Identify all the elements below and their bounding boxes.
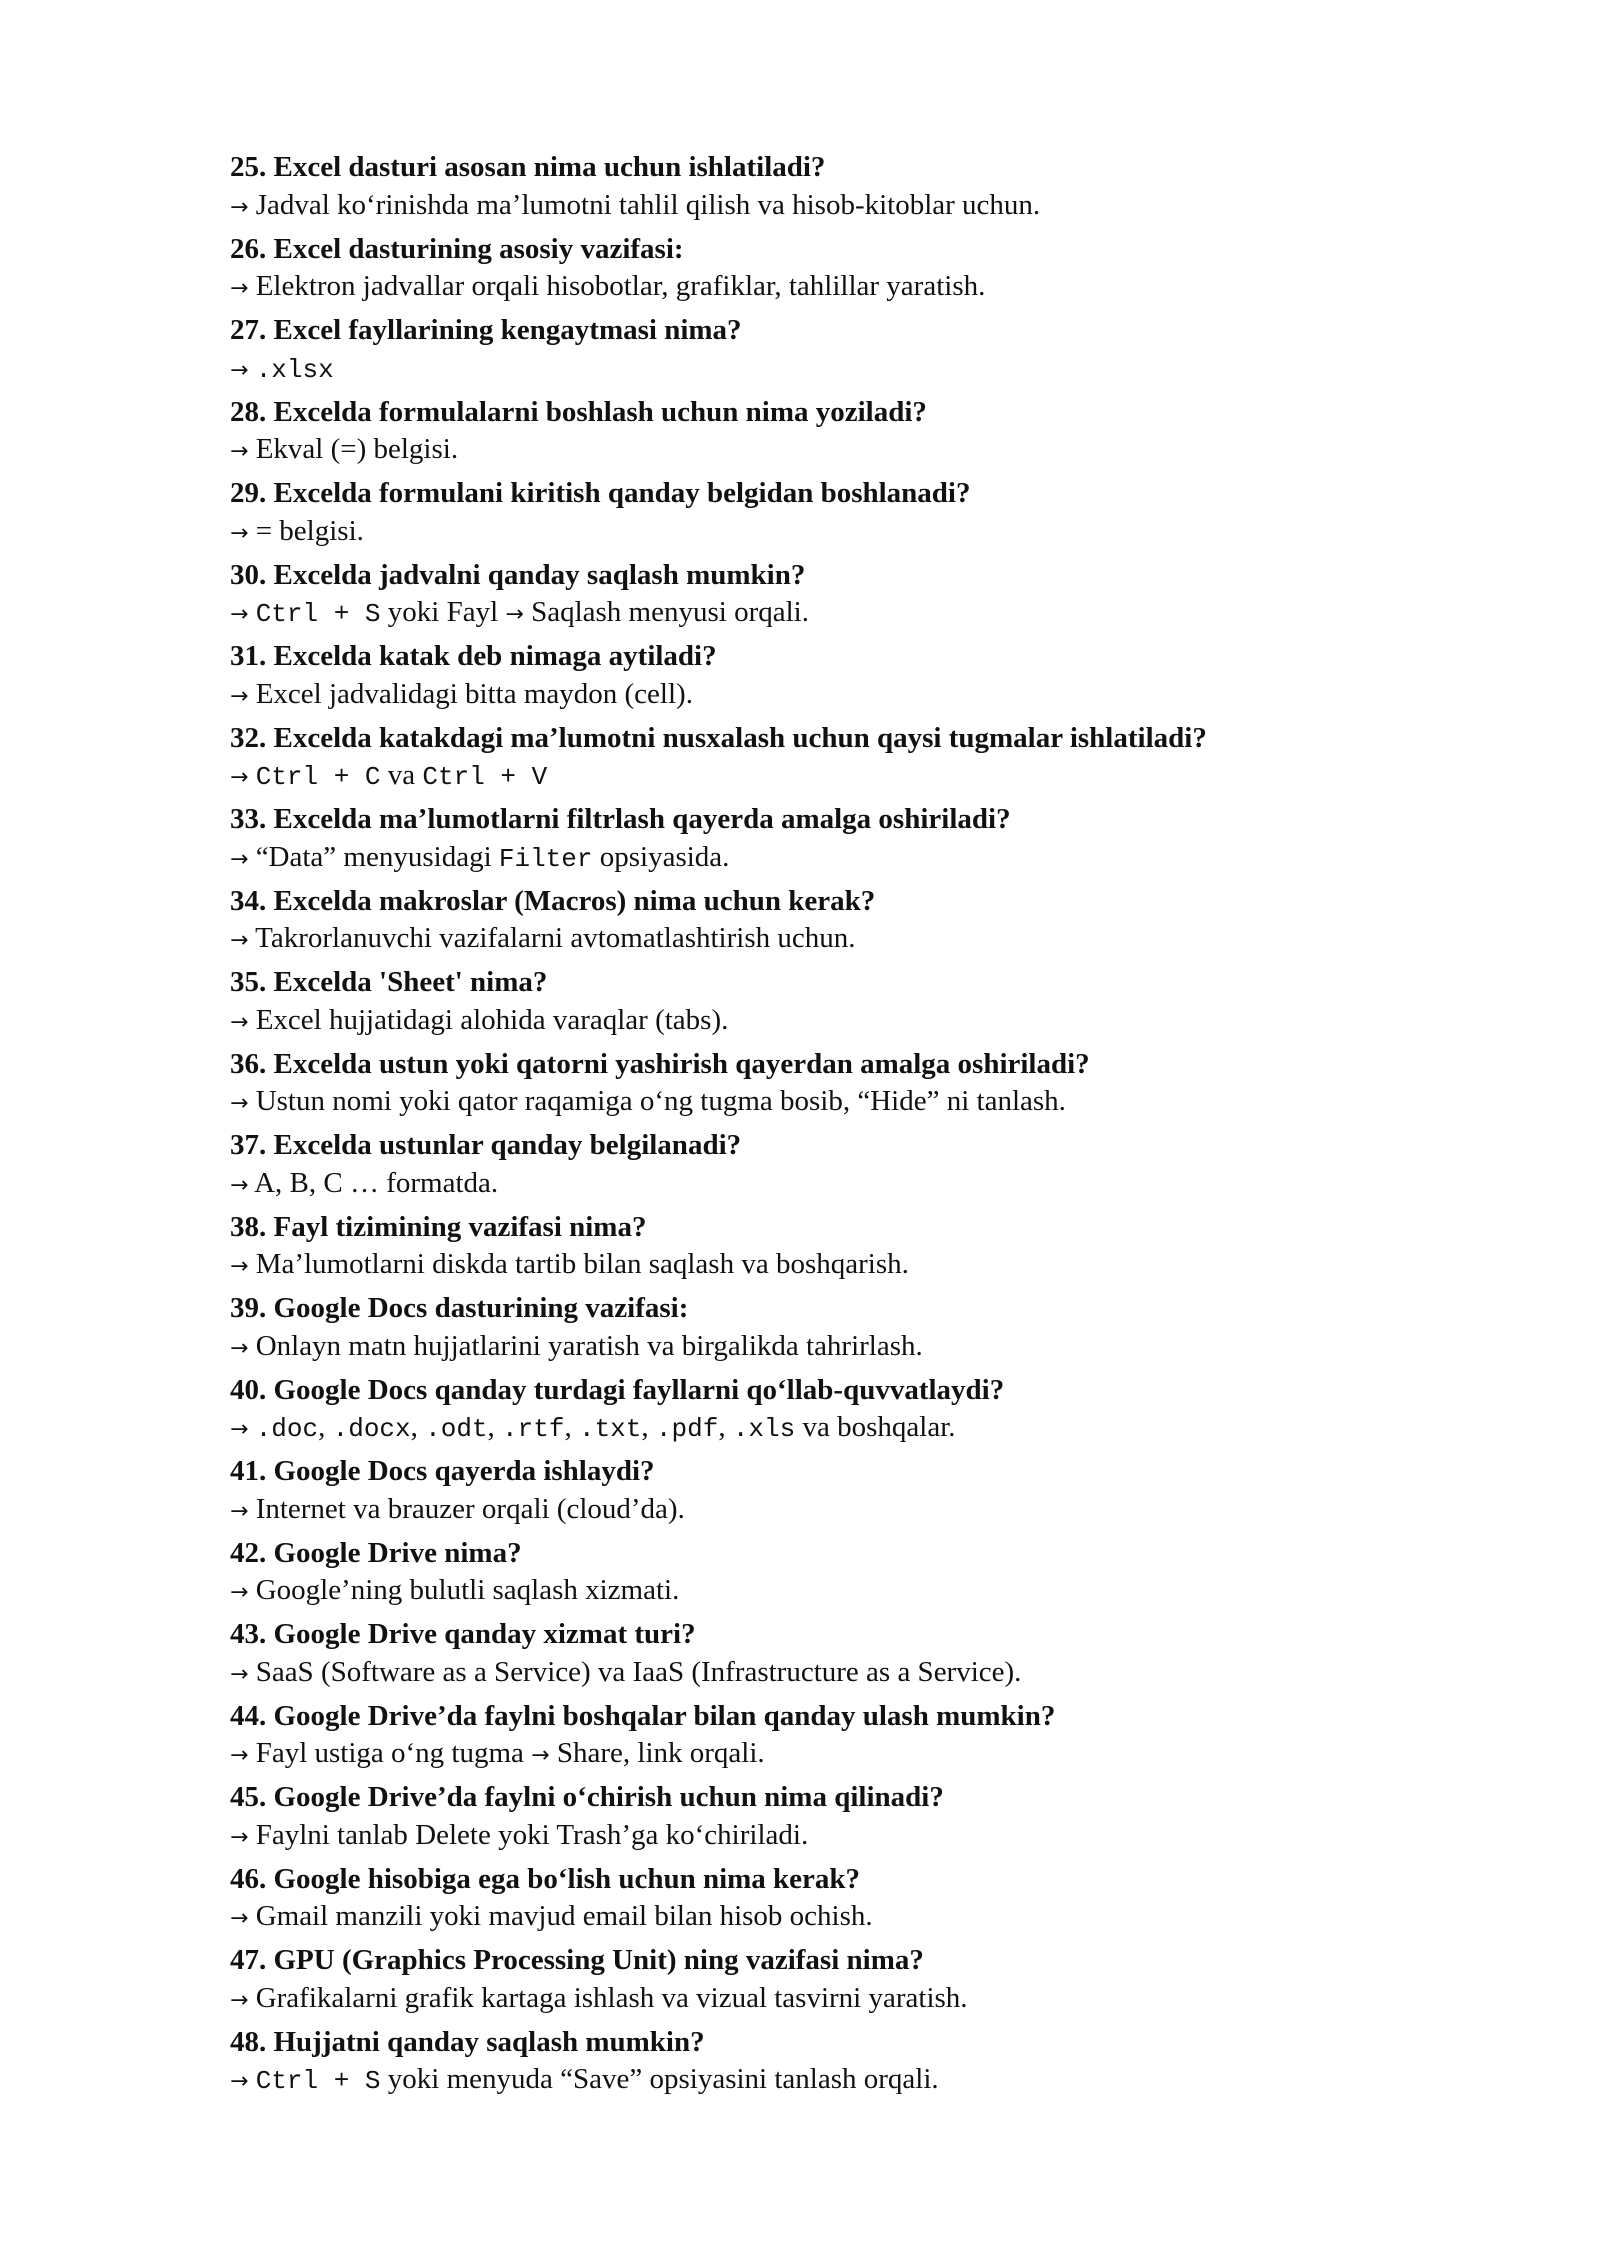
answer-segment: Ekval (=) belgisi.: [248, 433, 459, 465]
answer-text: [230, 2061, 1480, 2101]
arrow-icon: →: [505, 602, 524, 627]
qa-item: [230, 638, 1480, 720]
question-text: 47. GPU (Graphics Processing Unit) ning vazifasi nima?: [230, 1944, 924, 1976]
answer-segment: “Data” menyusidagi: [248, 840, 499, 873]
arrow-icon: →: [230, 276, 249, 301]
answer-segment: Google’ning bulutli saqlash xizmati.: [248, 1574, 680, 1606]
answer-text: [230, 1654, 1480, 1694]
answer-text: [230, 839, 1480, 879]
arrow-icon: →: [230, 602, 249, 627]
answer-segment: Elektron jadvallar orqali hisobotlar, grafiklar, tahlillar yaratish.: [248, 270, 986, 302]
code-snippet: .xls: [732, 1414, 796, 1444]
answer-segment: ,: [487, 1411, 503, 1443]
qa-item: [230, 312, 1480, 394]
qa-item: [230, 231, 1480, 313]
answer-segment: [248, 596, 255, 628]
question-text: 37. Excelda ustunlar qanday belgilanadi?: [230, 1129, 742, 1161]
answer-text: [230, 431, 1480, 471]
arrow-icon: →: [230, 1661, 249, 1687]
arrow-icon: →: [230, 1824, 249, 1850]
qa-item: [230, 1453, 1480, 1535]
answer-text: [230, 1980, 1480, 2020]
code-snippet: Filter: [498, 843, 593, 874]
qa-item: [230, 1698, 1480, 1780]
qa-item: [230, 394, 1480, 476]
qa-item: [230, 1127, 1480, 1209]
answer-segment: Excel jadvalidagi bitta maydon (cell).: [248, 677, 693, 710]
qa-item: [230, 149, 1480, 231]
answer-text: [230, 594, 1480, 634]
question-text: 25. Excel dasturi asosan nima uchun ishlatiladi?: [230, 151, 826, 183]
qa-item: [230, 720, 1480, 802]
question-text: 44. Google Drive’da faylni boshqalar bilan qanday ulash mumkin?: [230, 1699, 1056, 1732]
qa-item: [230, 2024, 1480, 2106]
answer-segment: opsiyasida.: [592, 840, 730, 873]
answer-segment: [248, 1411, 255, 1443]
question-text: 40. Google Docs qanday turdagi fayllarni qo‘llab-quvvatlaydi?: [230, 1373, 1005, 1406]
qa-item: [230, 1779, 1480, 1861]
qa-list: [230, 149, 1480, 2105]
question-text: 38. Fayl tizimining vazifasi nima?: [230, 1210, 647, 1243]
question-text: 32. Excelda katakdagi ma’lumotni nusxalash uchun qaysi tugmalar ishlatiladi?: [230, 721, 1207, 754]
arrow-icon: →: [230, 1417, 249, 1442]
arrow-icon: →: [230, 1498, 249, 1524]
qa-item: [230, 1942, 1480, 2024]
answer-segment: A, B, C … formatda.: [248, 1166, 499, 1199]
answer-text: [230, 676, 1480, 716]
answer-text: [230, 268, 1480, 308]
question-text: 26. Excel dasturining asosiy vazifasi:: [230, 232, 684, 265]
qa-item: [230, 475, 1480, 557]
answer-segment: Ma’lumotlarni diskda tartib bilan saqlash va boshqarish.: [248, 1248, 909, 1280]
arrow-icon: →: [230, 2069, 249, 2094]
code-snippet: .odt: [425, 1414, 488, 1444]
question-text: 30. Excelda jadvalni qanday saqlash mumkin?: [230, 558, 806, 591]
answer-segment: Takrorlanuvchi vazifalarni avtomatlashtirish uchun.: [248, 922, 856, 954]
answer-segment: = belgisi.: [248, 514, 364, 547]
arrow-icon: →: [230, 1580, 249, 1605]
code-snippet: .docx: [332, 1414, 411, 1444]
answer-segment: ,: [718, 1411, 733, 1443]
arrow-icon: →: [230, 194, 249, 220]
code-snippet: .rtf: [502, 1414, 565, 1444]
answer-segment: va: [380, 759, 423, 791]
arrow-icon: →: [230, 1906, 249, 1931]
qa-item: [230, 1290, 1480, 1372]
arrow-icon: →: [230, 1172, 249, 1198]
code-snippet: Ctrl + S: [255, 599, 381, 629]
qa-item: [230, 801, 1480, 883]
answer-segment: yoki Fayl: [380, 596, 506, 628]
arrow-icon: →: [230, 683, 249, 709]
answer-segment: Faylni tanlab Delete yoki Trash’ga ko‘chiriladi.: [248, 1818, 809, 1851]
answer-segment: ,: [410, 1411, 426, 1443]
answer-segment: ,: [641, 1411, 656, 1443]
answer-text: [230, 1165, 1480, 1205]
answer-text: [230, 1002, 1480, 1042]
question-text: 45. Google Drive’da faylni o‘chirish uchun nima qilinadi?: [230, 1781, 944, 1813]
arrow-icon: →: [230, 1009, 249, 1035]
question-text: 39. Google Docs dasturining vazifasi:: [230, 1292, 689, 1324]
answer-segment: Share, link orqali.: [549, 1737, 765, 1769]
answer-text: [230, 187, 1480, 227]
answer-segment: Grafikalarni grafik kartaga ishlash va vizual tasvirni yaratish.: [248, 1981, 968, 2014]
question-text: 34. Excelda makroslar (Macros) nima uchun kerak?: [230, 884, 876, 917]
answer-text: [230, 1083, 1480, 1123]
answer-segment: Gmail manzili yoki mavjud email bilan hisob ochish.: [248, 1900, 873, 1932]
arrow-icon: →: [230, 520, 249, 546]
answer-segment: [248, 352, 255, 384]
question-text: 48. Hujjatni qanday saqlash mumkin?: [230, 2025, 705, 2058]
answer-segment: [248, 2063, 255, 2095]
answer-text: [230, 757, 1480, 797]
qa-item: [230, 557, 1480, 639]
code-snippet: Ctrl + S: [255, 2066, 381, 2096]
qa-item: [230, 883, 1480, 965]
question-text: 27. Excel fayllarining kengaytmasi nima?: [230, 314, 742, 346]
arrow-icon: →: [230, 1254, 249, 1279]
code-snippet: Ctrl + V: [422, 762, 548, 792]
question-text: 28. Excelda formulalarni boshlash uchun nima yoziladi?: [230, 395, 927, 428]
answer-text: [230, 513, 1480, 553]
qa-item: [230, 1372, 1480, 1454]
answer-text: [230, 1491, 1480, 1531]
answer-segment: yoki menyuda “Save” opsiyasini tanlash orqali.: [380, 2063, 939, 2095]
qa-item: [230, 1861, 1480, 1943]
question-text: 43. Google Drive qanday xizmat turi?: [230, 1618, 696, 1650]
arrow-icon: →: [230, 1743, 249, 1768]
answer-segment: SaaS (Software as a Service) va IaaS (Infrastructure as a Service).: [248, 1655, 1022, 1688]
arrow-icon: →: [230, 1987, 249, 2013]
code-snippet: .doc: [255, 1414, 319, 1444]
answer-segment: Jadval ko‘rinishda ma’lumotni tahlil qilish va hisob-kitoblar uchun.: [248, 188, 1041, 221]
answer-segment: ,: [318, 1411, 333, 1443]
answer-text: [230, 1735, 1480, 1775]
arrow-icon: →: [230, 357, 249, 383]
answer-text: [230, 1409, 1480, 1449]
answer-segment: Saqlash menyusi orqali.: [523, 596, 809, 628]
answer-text: [230, 350, 1480, 390]
arrow-icon: →: [230, 1335, 249, 1361]
answer-text: [230, 1572, 1480, 1612]
answer-segment: Fayl ustiga o‘ng tugma: [248, 1737, 532, 1769]
arrow-icon: →: [230, 928, 249, 953]
answer-segment: ,: [564, 1411, 579, 1443]
question-text: 41. Google Docs qayerda ishlaydi?: [230, 1455, 655, 1487]
answer-segment: Onlayn matn hujjatlarini yaratish va birgalikda tahrirlash.: [248, 1329, 923, 1362]
qa-item: [230, 1535, 1480, 1617]
question-text: 33. Excelda ma’lumotlarni filtrlash qayerda amalga oshiriladi?: [230, 803, 1011, 835]
arrow-icon: →: [230, 1091, 249, 1116]
question-text: 36. Excelda ustun yoki qatorni yashirish qayerdan amalga oshiriladi?: [230, 1047, 1090, 1080]
answer-segment: va boshqalar.: [795, 1411, 956, 1443]
answer-segment: Internet va brauzer orqali (cloud’da).: [248, 1492, 685, 1525]
code-snippet: .xlsx: [255, 354, 334, 385]
answer-segment: Ustun nomi yoki qator raqamiga o‘ng tugma bosib, “Hide” ni tanlash.: [248, 1085, 1066, 1117]
answer-text: [230, 1817, 1480, 1857]
code-snippet: .txt: [578, 1414, 642, 1444]
arrow-icon: →: [230, 439, 249, 464]
answer-text: [230, 920, 1480, 960]
arrow-icon: →: [230, 765, 249, 790]
code-snippet: .pdf: [655, 1414, 719, 1444]
answer-segment: Excel hujjatidagi alohida varaqlar (tabs).: [248, 1003, 729, 1036]
question-text: 42. Google Drive nima?: [230, 1536, 522, 1569]
qa-item: [230, 964, 1480, 1046]
arrow-icon: →: [230, 846, 249, 872]
question-text: 29. Excelda formulani kiritish qanday belgidan boshlanadi?: [230, 477, 971, 509]
answer-text: [230, 1898, 1480, 1938]
answer-segment: [248, 759, 255, 791]
qa-item: [230, 1046, 1480, 1128]
qa-item: [230, 1616, 1480, 1698]
arrow-icon: →: [531, 1743, 550, 1768]
qa-item: [230, 1209, 1480, 1291]
answer-text: [230, 1246, 1480, 1286]
question-text: 35. Excelda 'Sheet' nima?: [230, 966, 548, 998]
answer-text: [230, 1328, 1480, 1368]
question-text: 46. Google hisobiga ega bo‘lish uchun nima kerak?: [230, 1862, 861, 1895]
code-snippet: Ctrl + C: [255, 762, 381, 792]
question-text: 31. Excelda katak deb nimaga aytiladi?: [230, 640, 717, 672]
